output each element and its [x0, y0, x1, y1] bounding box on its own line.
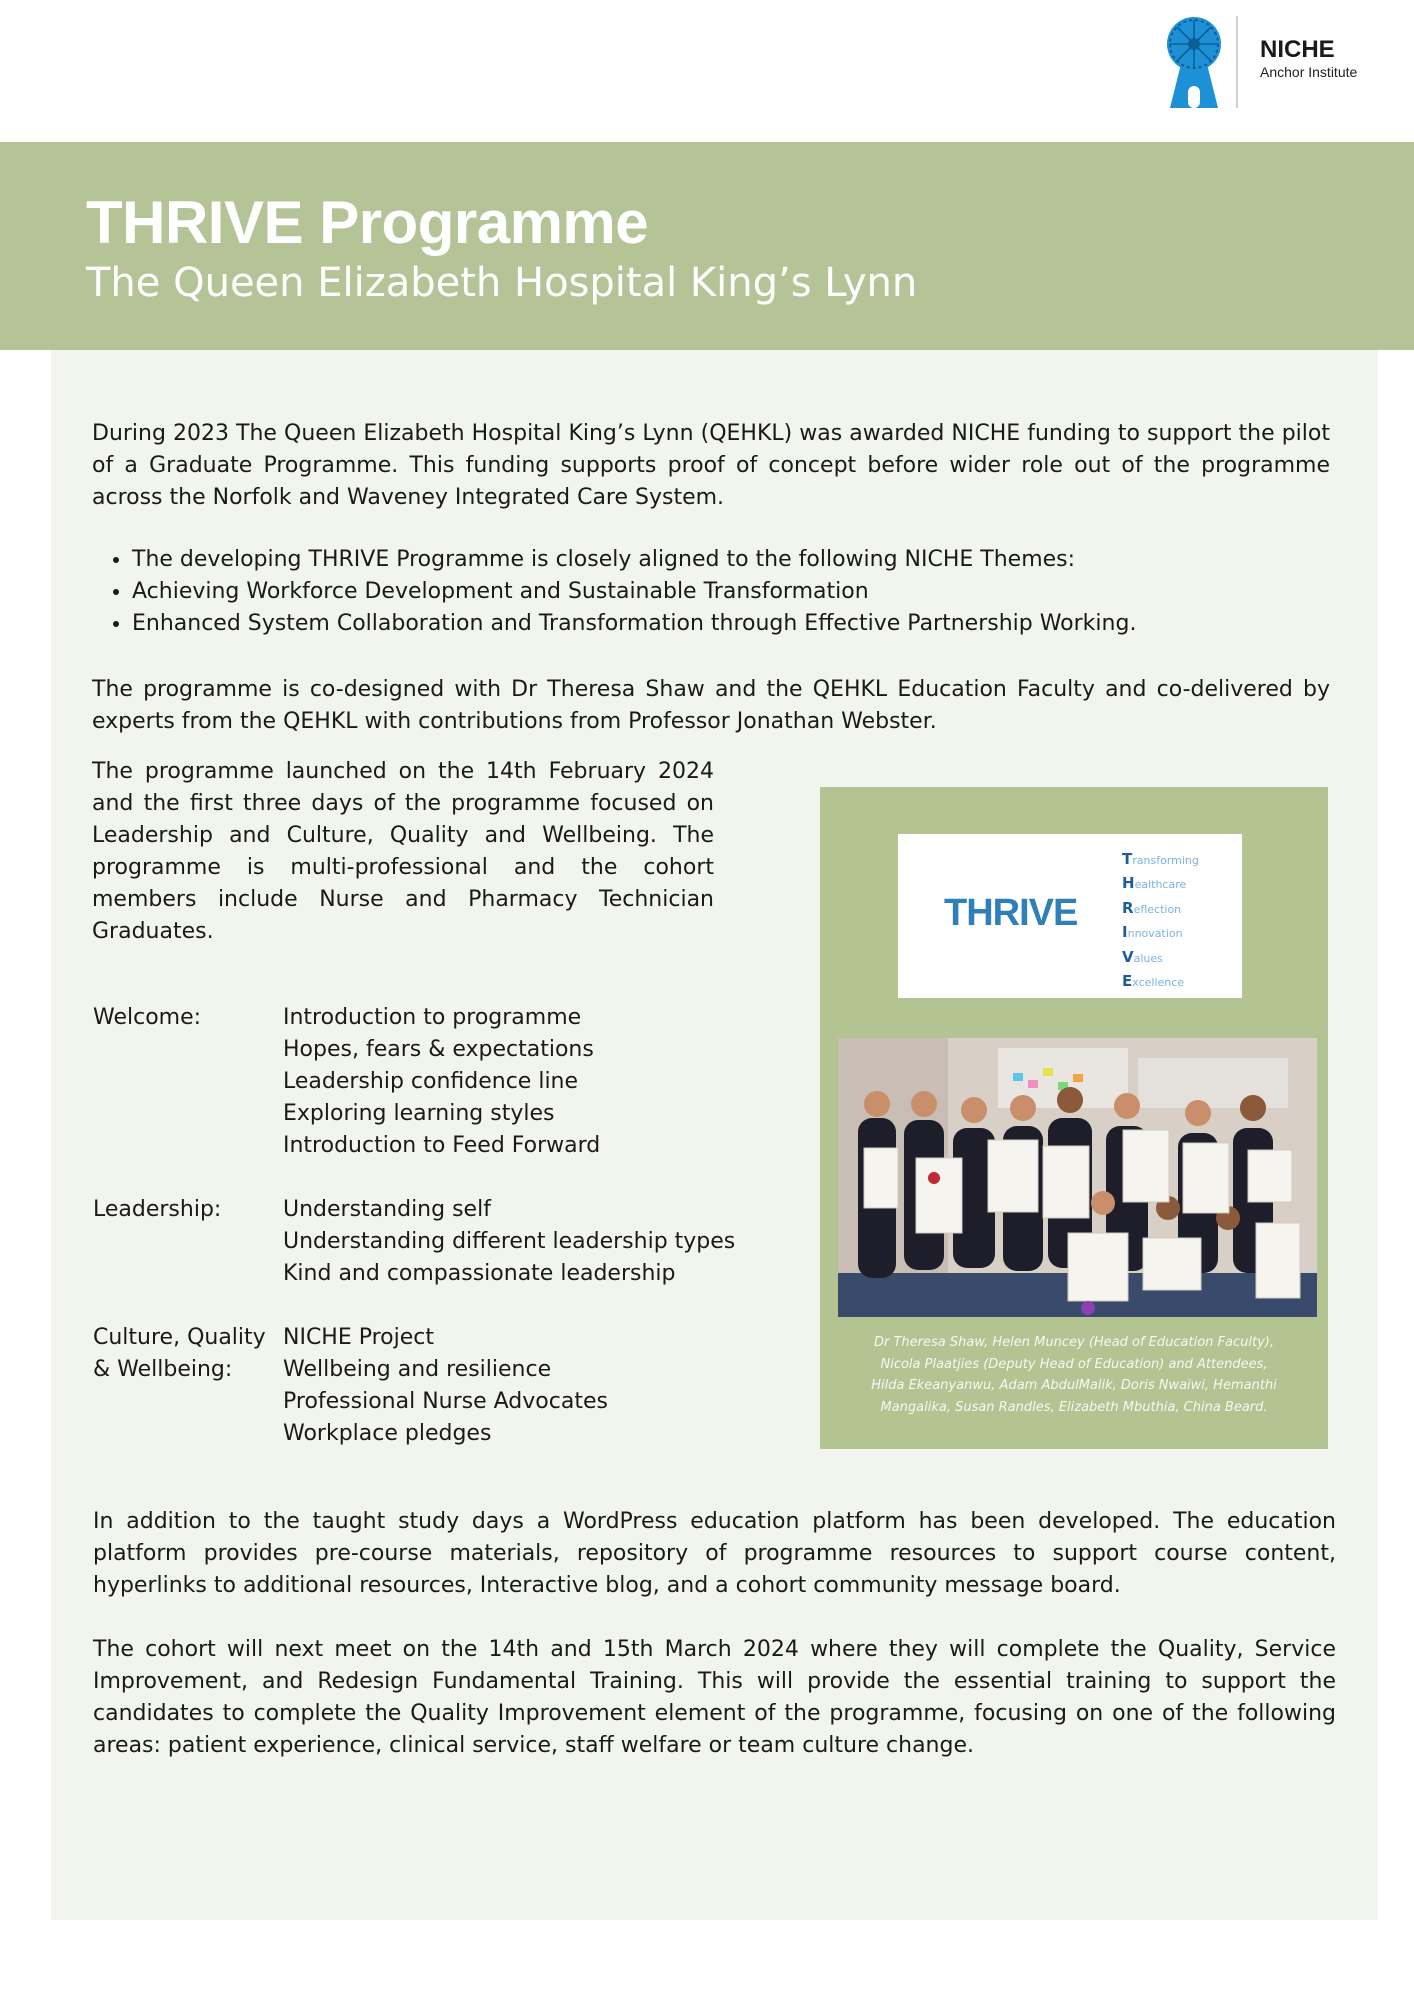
schedule-label: Welcome:	[93, 1005, 202, 1030]
niche-logo	[1158, 14, 1378, 110]
schedule-item: Workplace pledges	[283, 1421, 492, 1446]
schedule-item: Hopes, fears & expectations	[283, 1037, 594, 1062]
thrive-acronym	[1122, 848, 1199, 994]
schedule-item: Introduction to programme	[283, 1005, 582, 1030]
schedule-item: Exploring learning styles	[283, 1101, 555, 1126]
launch-paragraph: The programme launched on the 14th February 2024 and the first three days of the programme focused on Leadership and Culture, Quality and Wellbeing. The programme is multi-professional and the cohort members include Nurse and Pharmacy Technician Graduates.	[92, 759, 714, 944]
list-item: • Enhanced System Collaboration and Transformation through Effective Partnership Working.	[132, 608, 1362, 640]
schedule-item: Kind and compassionate leadership	[283, 1261, 676, 1286]
caption-line: Mangalika, Susan Randles, Elizabeth Mbuthia, China Beard.	[880, 1399, 1268, 1415]
list-item: • Achieving Workforce Development and Sustainable Transformation	[132, 576, 1362, 608]
schedule-item: Professional Nurse Advocates	[283, 1389, 608, 1414]
schedule-item: Introduction to Feed Forward	[283, 1133, 601, 1158]
acronym-line: Excellence	[1122, 972, 1185, 991]
next-meeting-paragraph: The cohort will next meet on the 14th and 15th March 2024 where they will complete the Quality, Service Improvement, and Redesign Fundamental Training. This will provide the essential training to support the candidates to complete the Quality Improvement element of the programme, focusing on one of the following areas: patient experience, clinical service, staff welfare or team culture change.	[93, 1637, 1336, 1758]
schedule-item: Understanding different leadership types	[283, 1229, 736, 1254]
platform-paragraph: In addition to the taught study days a WordPress education platform has been developed. The education platform provides pre-course materials, repository of programme resources to support course content, hyperlinks to additional resources, Interactive blog, and a cohort community message board.	[93, 1509, 1336, 1598]
schedule-item: Wellbeing and resilience	[283, 1357, 552, 1382]
niche-ferris-wheel-icon	[1158, 14, 1230, 110]
page-title: THRIVE Programme	[86, 189, 649, 256]
themes-list	[100, 544, 1362, 640]
intro-paragraph: During 2023 The Queen Elizabeth Hospital King’s Lynn (QEHKL) was awarded NICHE funding to support the pilot of a Graduate Programme. This funding supports proof of concept before wider role out of the programme across the Norfolk and Waveney Integrated Care System.	[92, 421, 1330, 510]
org-name: NICHE	[1260, 36, 1335, 63]
acronym-line: Values	[1122, 947, 1163, 966]
acronym-line: Reflection	[1122, 898, 1182, 917]
caption-line: Hilda Ekeanyanwu, Adam AbdulMalik, Doris Nwaiwi, Hemanthi	[871, 1378, 1277, 1393]
schedule-label: Leadership:	[93, 1197, 222, 1222]
group-photo	[838, 1038, 1317, 1317]
photo-caption	[838, 1332, 1310, 1418]
org-subtitle: Anchor Institute	[1260, 64, 1358, 80]
title-banner	[0, 142, 1414, 350]
codesign-paragraph: The programme is co-designed with Dr Theresa Shaw and the QEHKL Education Faculty and co-delivered by experts from the QEHKL with contributions from Professor Jonathan Webster.	[92, 677, 1330, 734]
list-item: • The developing THRIVE Programme is closely aligned to the following NICHE Themes:	[132, 544, 1362, 576]
thrive-wordmark: THRIVE	[944, 892, 1078, 934]
acronym-line: Healthcare	[1122, 874, 1187, 893]
schedule-item: Understanding self	[283, 1197, 491, 1222]
page-subtitle: The Queen Elizabeth Hospital King’s Lynn	[86, 260, 918, 306]
photo-panel	[820, 787, 1328, 1449]
schedule-label: Culture, Quality & Wellbeing:	[93, 1325, 266, 1382]
acronym-line: Innovation	[1122, 923, 1183, 942]
schedule-item: Leadership confidence line	[283, 1069, 579, 1094]
thrive-logo-card	[898, 834, 1242, 998]
caption-line: Dr Theresa Shaw, Helen Muncey (Head of Education Faculty),	[874, 1335, 1274, 1350]
logo-divider	[1236, 16, 1238, 108]
caption-line: Nicola Plaatjies (Deputy Head of Education) and Attendees,	[880, 1356, 1268, 1372]
acronym-line: Transforming	[1122, 850, 1199, 868]
schedule-item: NICHE Project	[283, 1325, 435, 1350]
